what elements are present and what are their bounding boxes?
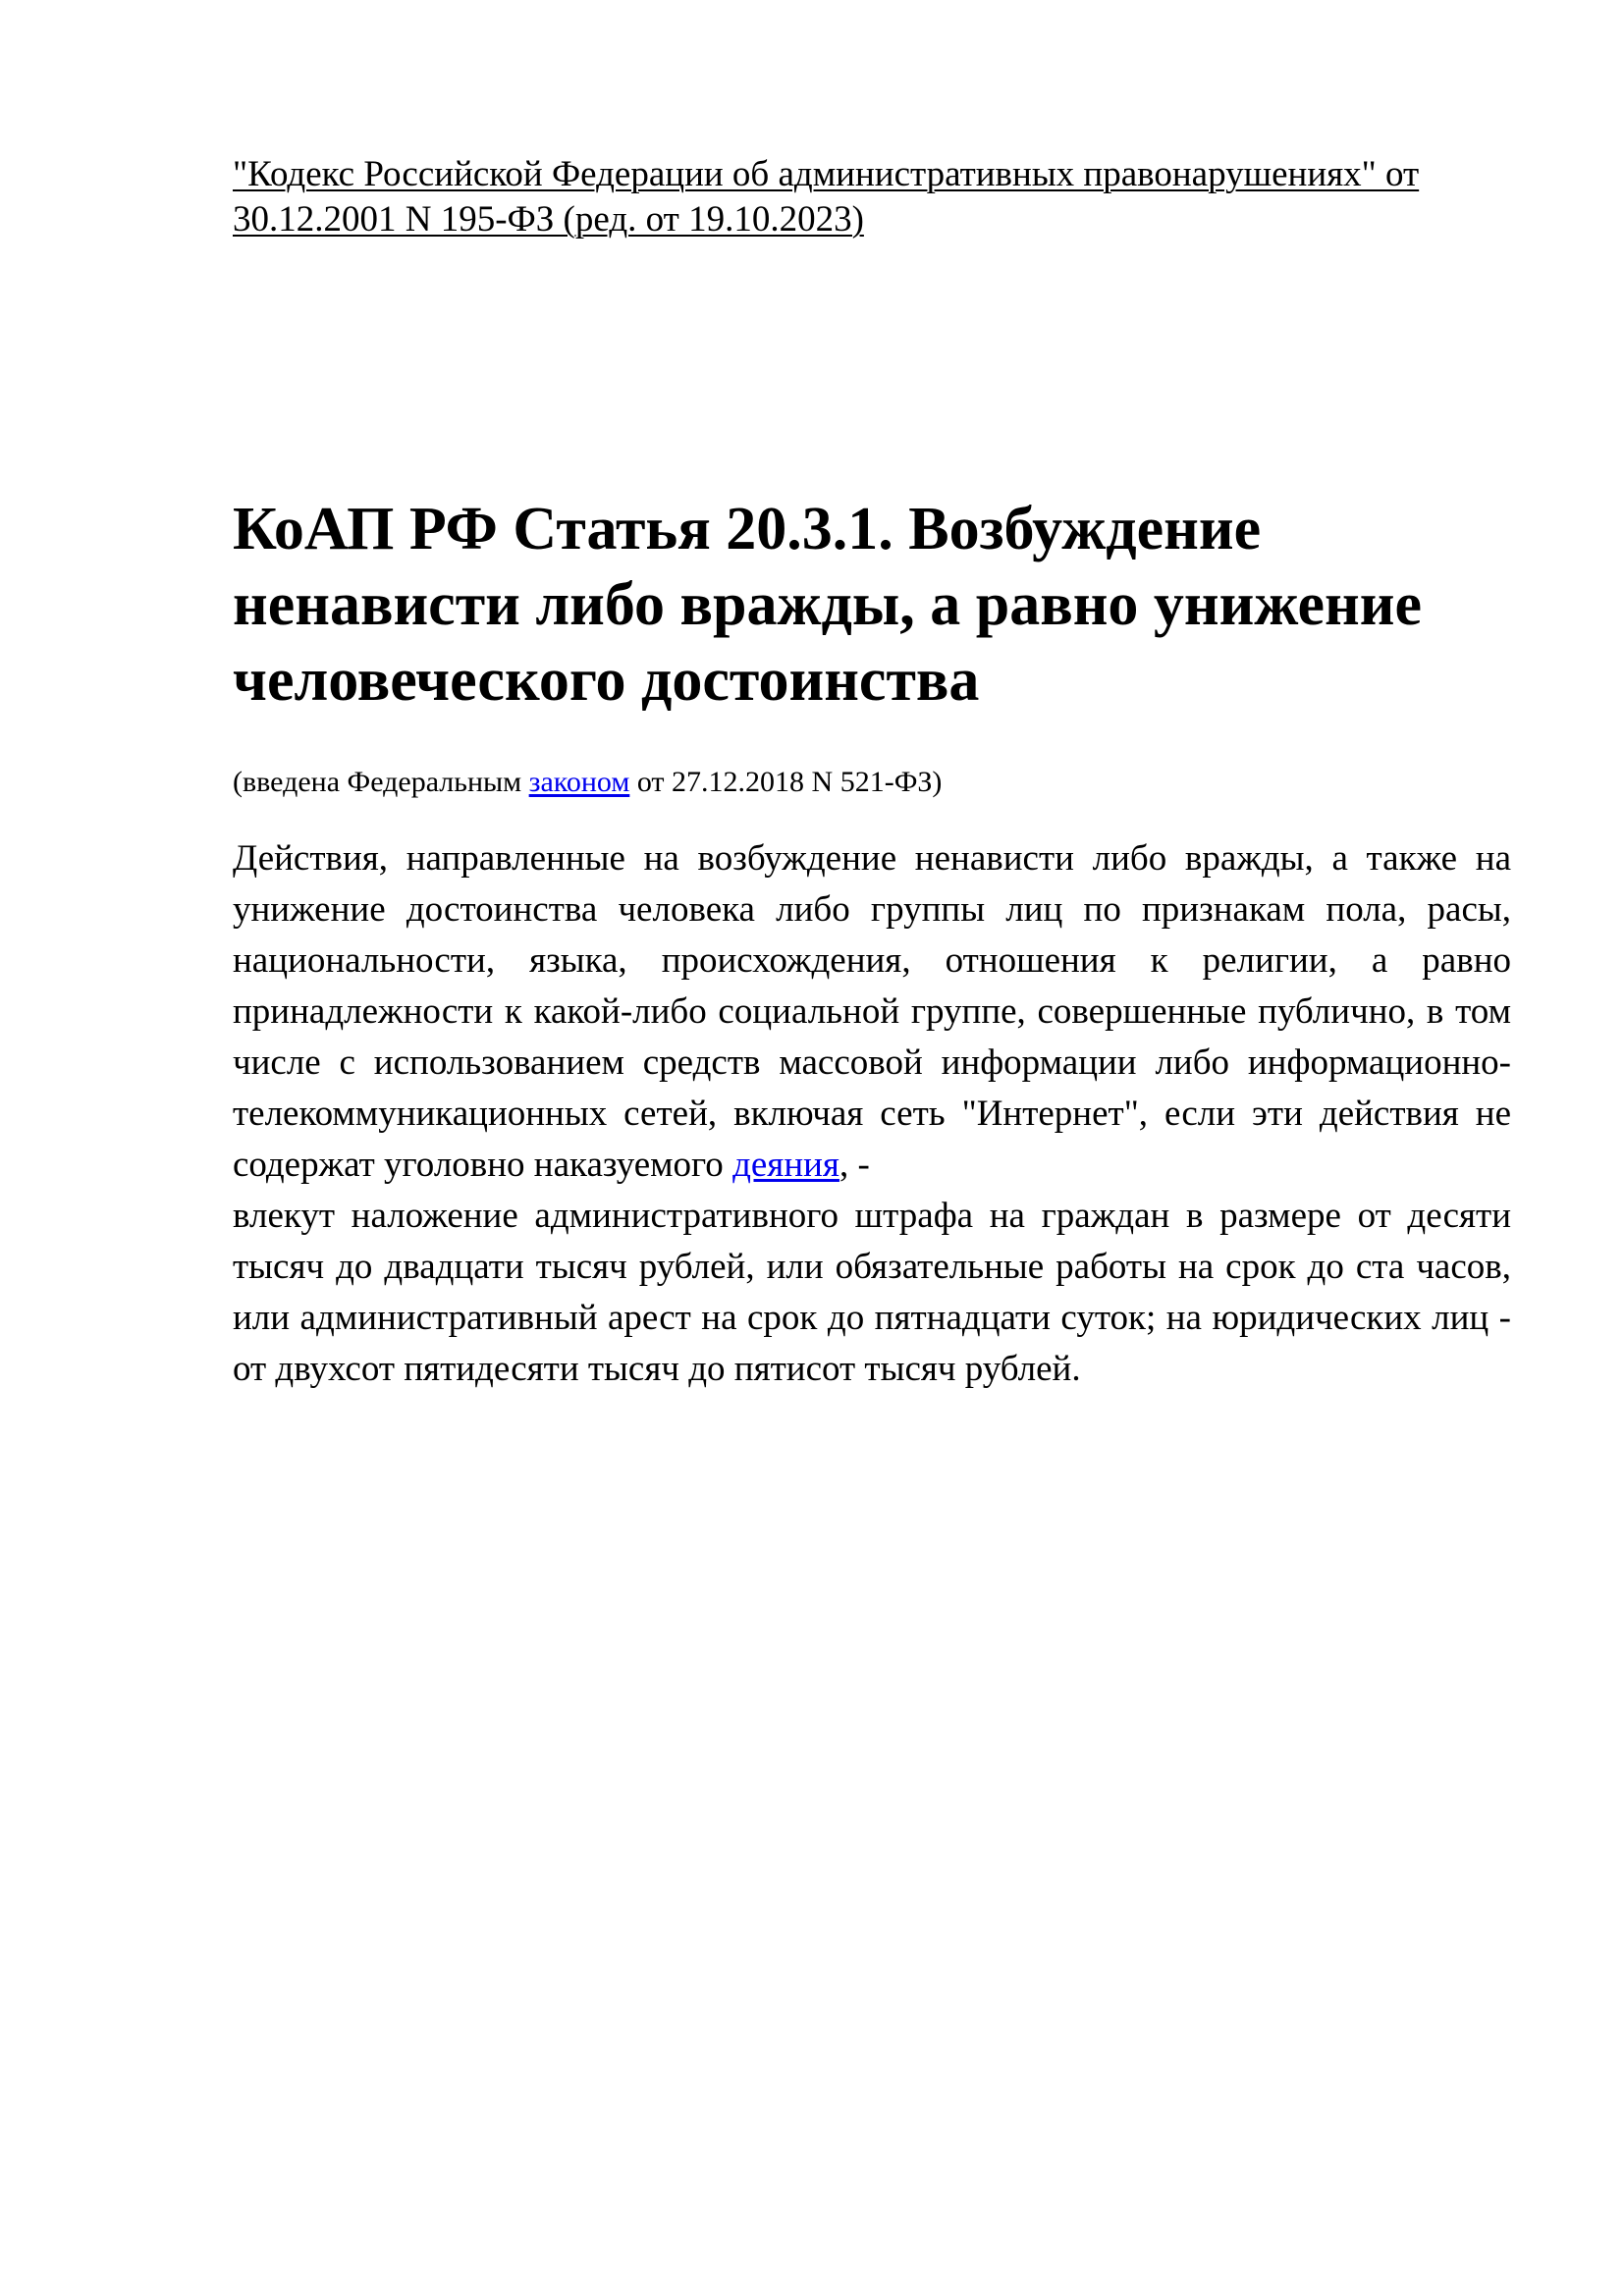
intro-note-prefix: (введена Федеральным bbox=[233, 766, 529, 798]
paragraph-sanction: влекут наложение административного штрафа на граждан в размере от десяти тысяч до двадцати тысяч рублей, или обязательные работы на срок до ста часов, или административный арест на срок до пятнадцати суток; на юридических лиц - от двухсот пятидесяти тысяч до пятисот тысяч рублей. bbox=[233, 1196, 1511, 1389]
document-page bbox=[233, 152, 1511, 1395]
intro-note bbox=[233, 764, 1511, 801]
paragraph-disposition-suffix: , - bbox=[839, 1145, 870, 1185]
paragraph-disposition-text: Действия, направленные на возбуждение ненависти либо вражды, а также на унижение достоинства человека либо группы лиц по признакам пола, расы, национальности, языка, происхождения, отношения к религии, а равно принадлежности к какой-либо социальной группе, совершенные публично, в том числе с использованием средств массовой информации либо информационно-телекоммуникационных сетей, включая сеть "Интернет", если эти действия не содержат уголовно наказуемого bbox=[233, 838, 1511, 1185]
article-body bbox=[233, 833, 1511, 1395]
law-link[interactable]: законом bbox=[528, 766, 630, 798]
paragraph-disposition bbox=[233, 833, 1511, 1191]
article-title: КоАП РФ Статья 20.3.1. Возбуждение ненависти либо вражды, а равно унижение человеческого достоинства bbox=[233, 496, 1422, 714]
deed-link[interactable]: деяния bbox=[732, 1145, 839, 1185]
intro-note-suffix: от 27.12.2018 N 521-ФЗ) bbox=[629, 766, 943, 798]
source-title-link[interactable]: "Кодекс Российской Федерации об административных правонарушениях" от 30.12.2001 N 195-ФЗ (ред. от 19.10.2023) bbox=[233, 154, 1420, 240]
source-header bbox=[233, 152, 1511, 242]
